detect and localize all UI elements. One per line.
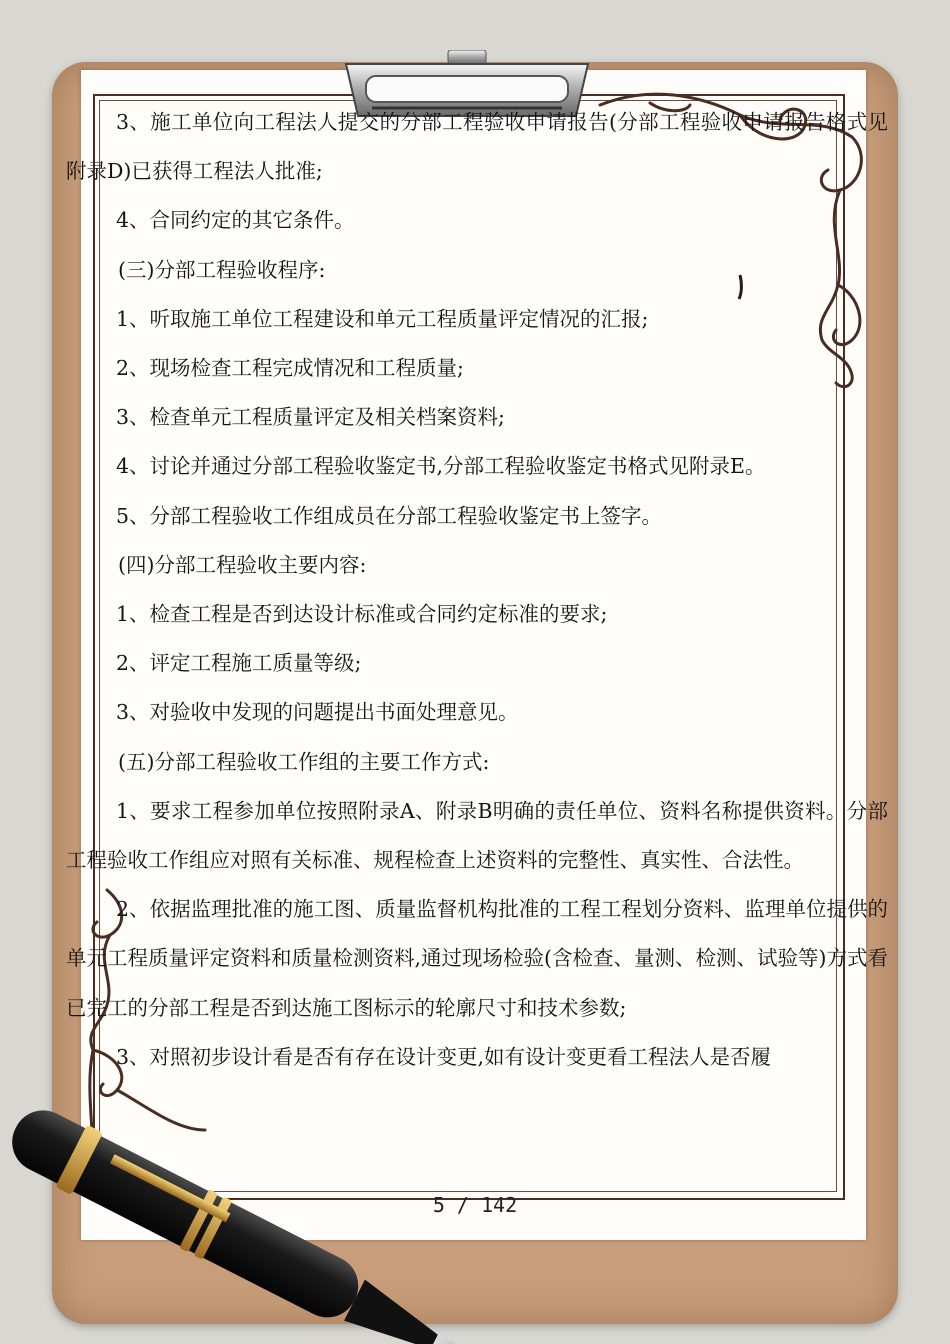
paragraph: 3、检查单元工程质量评定及相关档案资料; bbox=[116, 405, 505, 430]
document-body bbox=[66, 98, 888, 1082]
section-heading: (四)分部工程验收主要内容: bbox=[118, 552, 367, 577]
fountain-pen-icon bbox=[0, 1070, 560, 1344]
paragraph: 4、合同约定的其它条件。 bbox=[116, 208, 355, 233]
paragraph: 1、要求工程参加单位按照附录A、附录B明确的责任单位、资料名称提供资料。分部工程验收工作组应对照有关标准、规程检查上述资料的完整性、真实性、合法性。 bbox=[66, 798, 888, 873]
section-heading: (三)分部工程验收程序: bbox=[118, 257, 326, 282]
paragraph: 2、评定工程施工质量等级; bbox=[116, 651, 362, 676]
paragraph: 1、检查工程是否到达设计标准或合同约定标准的要求; bbox=[116, 602, 608, 627]
paragraph: 1、听取施工单位工程建设和单元工程质量评定情况的汇报; bbox=[116, 306, 649, 331]
paragraph: 4、讨论并通过分部工程验收鉴定书,分部工程验收鉴定书格式见附录E。 bbox=[116, 454, 766, 479]
paragraph: 3、对验收中发现的问题提出书面处理意见。 bbox=[116, 700, 519, 725]
page-number: 5 / 142 bbox=[432, 1193, 518, 1217]
section-heading: (五)分部工程验收工作组的主要工作方式: bbox=[118, 749, 490, 774]
paragraph: 2、依据监理批准的施工图、质量监督机构批准的工程工程划分资料、监理单位提供的单元工程质量评定资料和质量检测资料,通过现场检验(含检查、量测、检测、试验等)方式看已完工的分部工程是否到达施工图标示的轮廓尺寸和技术参数; bbox=[66, 897, 889, 1020]
paragraph: 2、现场检查工程完成情况和工程质量; bbox=[116, 356, 464, 381]
paragraph: 5、分部工程验收工作组成员在分部工程验收鉴定书上签字。 bbox=[116, 503, 663, 528]
paragraph: 3、对照初步设计看是否有存在设计变更,如有设计变更看工程法人是否履 bbox=[116, 1044, 772, 1069]
paragraph: 3、施工单位向工程法人提交的分部工程验收申请报告(分部工程验收申请报告格式见附录D)已获得工程法人批准; bbox=[66, 110, 888, 184]
